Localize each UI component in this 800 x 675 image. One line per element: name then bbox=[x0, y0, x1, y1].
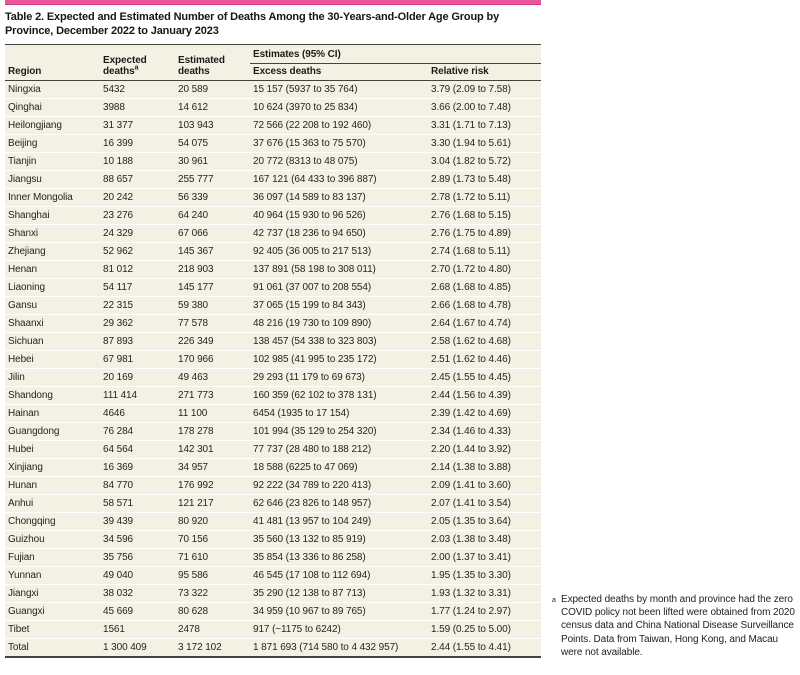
cell-region: Inner Mongolia bbox=[5, 189, 100, 207]
estimated-header-line1: Estimated bbox=[178, 55, 225, 66]
table-row bbox=[5, 153, 541, 171]
table-row bbox=[5, 495, 541, 513]
cell-expected: 38 032 bbox=[100, 585, 175, 603]
cell-region: Liaoning bbox=[5, 279, 100, 297]
table-header bbox=[5, 45, 541, 81]
cell-region: Tibet bbox=[5, 621, 100, 639]
cell-excess: 10 624 (3970 to 25 834) bbox=[250, 99, 428, 117]
table-body bbox=[5, 81, 541, 658]
cell-expected: 64 564 bbox=[100, 441, 175, 459]
table-row bbox=[5, 639, 541, 658]
cell-excess: 92 405 (36 005 to 217 513) bbox=[250, 243, 428, 261]
cell-region: Qinghai bbox=[5, 99, 100, 117]
cell-excess: 42 737 (18 236 to 94 650) bbox=[250, 225, 428, 243]
cell-excess: 167 121 (64 433 to 396 887) bbox=[250, 171, 428, 189]
cell-expected: 58 571 bbox=[100, 495, 175, 513]
cell-expected: 84 770 bbox=[100, 477, 175, 495]
table-title bbox=[5, 10, 541, 38]
table-row bbox=[5, 225, 541, 243]
cell-relative-risk: 2.76 (1.68 to 5.15) bbox=[428, 207, 541, 225]
cell-region: Fujian bbox=[5, 549, 100, 567]
cell-expected: 1561 bbox=[100, 621, 175, 639]
cell-estimated: 70 156 bbox=[175, 531, 250, 549]
cell-region: Jilin bbox=[5, 369, 100, 387]
table-row bbox=[5, 513, 541, 531]
cell-region: Hunan bbox=[5, 477, 100, 495]
cell-estimated: 67 066 bbox=[175, 225, 250, 243]
table-row bbox=[5, 81, 541, 99]
footnote-marker-superscript: a bbox=[134, 64, 139, 72]
cell-region: Guizhou bbox=[5, 531, 100, 549]
cell-estimated: 145 177 bbox=[175, 279, 250, 297]
cell-relative-risk: 3.79 (2.09 to 7.58) bbox=[431, 84, 511, 95]
cell-estimated: 54 075 bbox=[175, 135, 250, 153]
cell-relative-risk: 2.68 (1.68 to 4.85) bbox=[428, 279, 541, 297]
cell-estimated: 178 278 bbox=[175, 423, 250, 441]
cell-relative-risk: 2.74 (1.68 to 5.11) bbox=[428, 243, 541, 261]
cell-relative-risk: 2.78 (1.72 to 5.11) bbox=[428, 189, 541, 207]
cell-expected: 16 369 bbox=[100, 459, 175, 477]
cell-expected: 20 169 bbox=[100, 369, 175, 387]
cell-estimated: 170 966 bbox=[175, 351, 250, 369]
cell-excess: 91 061 (37 007 to 208 554) bbox=[250, 279, 428, 297]
cell-expected: 31 377 bbox=[100, 117, 175, 135]
table-row bbox=[5, 531, 541, 549]
table-row bbox=[5, 297, 541, 315]
table-row bbox=[5, 441, 541, 459]
cell-excess: 102 985 (41 995 to 235 172) bbox=[250, 351, 428, 369]
cell-estimated: 73 322 bbox=[175, 585, 250, 603]
table-row bbox=[5, 99, 541, 117]
cell-estimated: 77 578 bbox=[175, 315, 250, 333]
cell-relative-risk: 2.66 (1.68 to 4.78) bbox=[428, 297, 541, 315]
cell-relative-risk: 1.59 (0.25 to 5.00) bbox=[428, 621, 541, 639]
cell-estimated: 218 903 bbox=[175, 261, 250, 279]
table-row bbox=[5, 567, 541, 585]
cell-excess: 917 (−1175 to 6242) bbox=[250, 621, 428, 639]
table-row bbox=[5, 405, 541, 423]
cell-region: Ningxia bbox=[8, 84, 41, 95]
footnote bbox=[552, 593, 798, 659]
table-row bbox=[5, 243, 541, 261]
cell-region: Jiangxi bbox=[5, 585, 100, 603]
cell-relative-risk: 2.44 (1.56 to 4.39) bbox=[428, 387, 541, 405]
cell-excess: 35 290 (12 138 to 87 713) bbox=[250, 585, 428, 603]
cell-excess: 35 560 (13 132 to 85 919) bbox=[250, 531, 428, 549]
expected-header-line1: Expected bbox=[103, 55, 147, 66]
cell-expected: 1 300 409 bbox=[100, 639, 175, 658]
cell-relative-risk: 2.03 (1.38 to 3.48) bbox=[428, 531, 541, 549]
cell-expected: 67 981 bbox=[100, 351, 175, 369]
cell-estimated: 80 920 bbox=[175, 513, 250, 531]
cell-relative-risk: 3.04 (1.82 to 5.72) bbox=[428, 153, 541, 171]
cell-excess: 41 481 (13 957 to 104 249) bbox=[250, 513, 428, 531]
cell-relative-risk: 2.44 (1.55 to 4.41) bbox=[428, 639, 541, 658]
table-row bbox=[5, 315, 541, 333]
table-2-card bbox=[5, 0, 541, 658]
table-row bbox=[5, 117, 541, 135]
cell-excess: 15 157 (5937 to 35 764) bbox=[253, 84, 358, 95]
cell-excess: 35 854 (13 336 to 86 258) bbox=[250, 549, 428, 567]
cell-estimated: 34 957 bbox=[175, 459, 250, 477]
cell-expected: 29 362 bbox=[100, 315, 175, 333]
cell-relative-risk: 2.76 (1.75 to 4.89) bbox=[428, 225, 541, 243]
cell-expected: 20 242 bbox=[100, 189, 175, 207]
cell-estimated: 11 100 bbox=[175, 405, 250, 423]
cell-region: Hubei bbox=[5, 441, 100, 459]
footnote-marker: a bbox=[552, 597, 556, 604]
cell-excess: 46 545 (17 108 to 112 694) bbox=[250, 567, 428, 585]
cell-expected: 39 439 bbox=[100, 513, 175, 531]
cell-estimated: 30 961 bbox=[175, 153, 250, 171]
cell-estimated: 71 610 bbox=[175, 549, 250, 567]
cell-excess: 138 457 (54 338 to 323 803) bbox=[250, 333, 428, 351]
cell-region: Xinjiang bbox=[5, 459, 100, 477]
cell-region: Zhejiang bbox=[5, 243, 100, 261]
cell-expected: 87 893 bbox=[100, 333, 175, 351]
footnote-text: Expected deaths by month and province had the zero COVID policy not been lifted were obtained from 2020 census data and China National Disease Surveillance Points. Data from Taiwan, Hong Kong, and Macau were not available. bbox=[561, 594, 795, 658]
cell-relative-risk: 2.00 (1.37 to 3.41) bbox=[428, 549, 541, 567]
cell-region: Guangdong bbox=[5, 423, 100, 441]
cell-excess: 29 293 (11 179 to 69 673) bbox=[250, 369, 428, 387]
cell-relative-risk: 2.34 (1.46 to 4.33) bbox=[428, 423, 541, 441]
table-row bbox=[5, 171, 541, 189]
cell-excess: 6454 (1935 to 17 154) bbox=[250, 405, 428, 423]
cell-estimated: 142 301 bbox=[175, 441, 250, 459]
cell-estimated: 56 339 bbox=[175, 189, 250, 207]
table-title-line1: Table 2. Expected and Estimated Number of Deaths Among the 30-Years-and-Older Age Group by Province, bbox=[5, 11, 500, 37]
table-row bbox=[5, 549, 541, 567]
cell-estimated: 59 380 bbox=[175, 297, 250, 315]
table-row bbox=[5, 189, 541, 207]
deaths-by-province-table bbox=[5, 44, 541, 658]
table-row bbox=[5, 459, 541, 477]
cell-region: Guangxi bbox=[5, 603, 100, 621]
cell-relative-risk: 2.20 (1.44 to 3.92) bbox=[428, 441, 541, 459]
cell-region: Chongqing bbox=[5, 513, 100, 531]
cell-excess: 1 871 693 (714 580 to 4 432 957) bbox=[250, 639, 428, 658]
cell-excess: 72 566 (22 208 to 192 460) bbox=[250, 117, 428, 135]
cell-excess: 160 359 (62 102 to 378 131) bbox=[250, 387, 428, 405]
table-row bbox=[5, 261, 541, 279]
cell-excess: 101 994 (35 129 to 254 320) bbox=[250, 423, 428, 441]
cell-estimated: 103 943 bbox=[175, 117, 250, 135]
table-row bbox=[5, 351, 541, 369]
column-header-excess-deaths: Excess deaths bbox=[250, 64, 428, 81]
cell-excess: 92 222 (34 789 to 220 413) bbox=[250, 477, 428, 495]
cell-estimated: 226 349 bbox=[175, 333, 250, 351]
cell-relative-risk: 2.70 (1.72 to 4.80) bbox=[428, 261, 541, 279]
cell-excess: 37 065 (15 199 to 84 343) bbox=[250, 297, 428, 315]
table-row bbox=[5, 621, 541, 639]
cell-region: Sichuan bbox=[5, 333, 100, 351]
cell-region: Tianjin bbox=[5, 153, 100, 171]
cell-relative-risk: 2.45 (1.55 to 4.45) bbox=[428, 369, 541, 387]
cell-expected: 24 329 bbox=[100, 225, 175, 243]
cell-expected: 22 315 bbox=[100, 297, 175, 315]
table-title-line2: December 2022 to January 2023 bbox=[56, 25, 219, 37]
cell-relative-risk: 1.93 (1.32 to 3.31) bbox=[428, 585, 541, 603]
cell-expected: 16 399 bbox=[100, 135, 175, 153]
cell-relative-risk: 2.39 (1.42 to 4.69) bbox=[428, 405, 541, 423]
cell-relative-risk: 2.05 (1.35 to 3.64) bbox=[428, 513, 541, 531]
cell-relative-risk: 2.51 (1.62 to 4.46) bbox=[428, 351, 541, 369]
cell-expected: 49 040 bbox=[100, 567, 175, 585]
cell-region: Jiangsu bbox=[5, 171, 100, 189]
cell-expected: 35 756 bbox=[100, 549, 175, 567]
cell-excess: 34 959 (10 967 to 89 765) bbox=[250, 603, 428, 621]
cell-excess: 40 964 (15 930 to 96 526) bbox=[250, 207, 428, 225]
table-row bbox=[5, 603, 541, 621]
cell-estimated: 255 777 bbox=[175, 171, 250, 189]
cell-relative-risk: 2.64 (1.67 to 4.74) bbox=[428, 315, 541, 333]
cell-relative-risk: 3.31 (1.71 to 7.13) bbox=[428, 117, 541, 135]
cell-region: Shaanxi bbox=[5, 315, 100, 333]
cell-estimated: 145 367 bbox=[175, 243, 250, 261]
table-accent-bar bbox=[5, 0, 541, 5]
cell-expected: 4646 bbox=[100, 405, 175, 423]
cell-relative-risk: 1.95 (1.35 to 3.30) bbox=[428, 567, 541, 585]
column-header-relative-risk: Relative risk bbox=[428, 64, 541, 81]
column-header-expected-deaths bbox=[100, 45, 175, 81]
cell-estimated: 121 217 bbox=[175, 495, 250, 513]
table-row bbox=[5, 585, 541, 603]
cell-estimated: 64 240 bbox=[175, 207, 250, 225]
cell-estimated: 14 612 bbox=[175, 99, 250, 117]
cell-estimated: 176 992 bbox=[175, 477, 250, 495]
cell-estimated: 271 773 bbox=[175, 387, 250, 405]
cell-excess: 36 097 (14 589 to 83 137) bbox=[250, 189, 428, 207]
cell-expected: 76 284 bbox=[100, 423, 175, 441]
cell-excess: 77 737 (28 480 to 188 212) bbox=[250, 441, 428, 459]
cell-excess: 137 891 (58 198 to 308 011) bbox=[250, 261, 428, 279]
cell-region: Shanghai bbox=[5, 207, 100, 225]
cell-relative-risk: 3.30 (1.94 to 5.61) bbox=[428, 135, 541, 153]
cell-expected: 52 962 bbox=[100, 243, 175, 261]
cell-expected: 111 414 bbox=[100, 387, 175, 405]
cell-expected: 23 276 bbox=[100, 207, 175, 225]
cell-estimated: 49 463 bbox=[175, 369, 250, 387]
cell-expected: 45 669 bbox=[100, 603, 175, 621]
table-row bbox=[5, 333, 541, 351]
cell-excess: 48 216 (19 730 to 109 890) bbox=[250, 315, 428, 333]
cell-excess: 20 772 (8313 to 48 075) bbox=[250, 153, 428, 171]
table-row bbox=[5, 387, 541, 405]
cell-estimated: 95 586 bbox=[175, 567, 250, 585]
expected-header-line2: deaths bbox=[103, 66, 135, 77]
cell-excess: 37 676 (15 363 to 75 570) bbox=[250, 135, 428, 153]
cell-relative-risk: 3.66 (2.00 to 7.48) bbox=[428, 99, 541, 117]
column-header-estimated-deaths bbox=[175, 45, 250, 81]
cell-region: Total bbox=[5, 639, 100, 658]
cell-estimated: 20 589 bbox=[178, 84, 208, 95]
cell-region: Heilongjiang bbox=[5, 117, 100, 135]
cell-relative-risk: 2.89 (1.73 to 5.48) bbox=[428, 171, 541, 189]
cell-relative-risk: 2.58 (1.62 to 4.68) bbox=[428, 333, 541, 351]
cell-relative-risk: 2.07 (1.41 to 3.54) bbox=[428, 495, 541, 513]
cell-estimated: 3 172 102 bbox=[175, 639, 250, 658]
column-header-region: Region bbox=[5, 45, 100, 81]
cell-expected: 88 657 bbox=[100, 171, 175, 189]
cell-excess: 62 646 (23 826 to 148 957) bbox=[250, 495, 428, 513]
cell-expected: 81 012 bbox=[100, 261, 175, 279]
cell-expected: 3988 bbox=[100, 99, 175, 117]
cell-expected: 54 117 bbox=[100, 279, 175, 297]
cell-excess: 18 588 (6225 to 47 069) bbox=[250, 459, 428, 477]
cell-region: Hainan bbox=[5, 405, 100, 423]
table-row bbox=[5, 207, 541, 225]
column-group-header-estimates: Estimates (95% CI) bbox=[250, 45, 541, 64]
cell-relative-risk: 2.09 (1.41 to 3.60) bbox=[428, 477, 541, 495]
table-row bbox=[5, 135, 541, 153]
table-row bbox=[5, 279, 541, 297]
estimated-header-line2: deaths bbox=[178, 66, 210, 77]
table-row bbox=[5, 369, 541, 387]
cell-relative-risk: 1.77 (1.24 to 2.97) bbox=[428, 603, 541, 621]
cell-relative-risk: 2.14 (1.38 to 3.88) bbox=[428, 459, 541, 477]
cell-expected: 34 596 bbox=[100, 531, 175, 549]
table-row bbox=[5, 477, 541, 495]
cell-expected: 10 188 bbox=[100, 153, 175, 171]
cell-region: Gansu bbox=[5, 297, 100, 315]
cell-region: Shandong bbox=[5, 387, 100, 405]
cell-region: Shanxi bbox=[5, 225, 100, 243]
table-row bbox=[5, 423, 541, 441]
cell-expected: 5432 bbox=[103, 84, 125, 95]
cell-estimated: 2478 bbox=[175, 621, 250, 639]
cell-region: Beijing bbox=[5, 135, 100, 153]
cell-region: Henan bbox=[5, 261, 100, 279]
cell-region: Hebei bbox=[5, 351, 100, 369]
cell-estimated: 80 628 bbox=[175, 603, 250, 621]
cell-region: Anhui bbox=[5, 495, 100, 513]
cell-region: Yunnan bbox=[5, 567, 100, 585]
